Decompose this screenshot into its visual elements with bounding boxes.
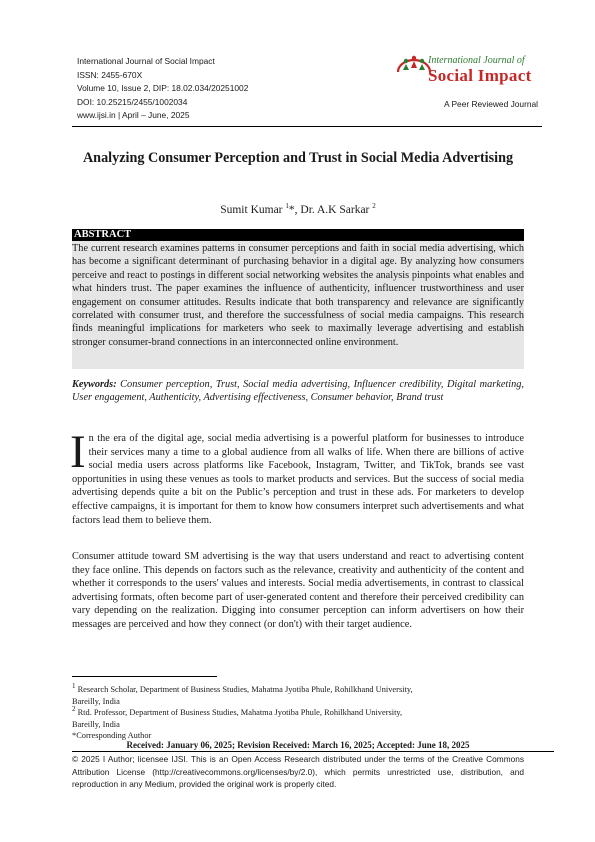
logo-title: Social Impact (428, 66, 532, 85)
license-text: © 2025 I Author; licensee IJSI. This is an Open Access Research distributed under the terms of the Creative Commons Attribution License (http://creativecommons.org/licenses/by/2.0), which permits unrestricted use, distribution, and reproduction in any Medium, provided the original work is properly cited. (72, 754, 524, 790)
journal-volume: Volume 10, Issue 2, DIP: 18.02.034/20251002 (77, 83, 249, 94)
author-1: Sumit Kumar (220, 204, 283, 216)
footnote-2-line-1: Rtd. Professor, Department of Business Studies, Mahatma Jyotiba Phule, Rohilkhand University, (75, 708, 403, 718)
peer-reviewed-label: A Peer Reviewed Journal (444, 99, 539, 109)
journal-header (77, 55, 377, 123)
keywords (72, 378, 524, 405)
intro-paragraph-1-text: n the era of the digital age, social media advertising is a powerful platform for businesses to introduce their services many a time to a global audience from all walks of life. When there are billions of active social media users across platforms like Facebook, Instagram, Twitter, and TikTok, brands see vast opportunities in using these venues as tools to market products and services. But the success of social media advertising depends quite a bit on the Public’s perception and trust in these ads. For marketers to develop effective campaigns, it is important for them to know how consumers interpret such advertisements and what factors lead them to believe them. (72, 433, 524, 526)
footnotes (72, 684, 524, 742)
author-1-affiliation-mark: 1 (285, 202, 289, 211)
footnote-1-line-1: Research Scholar, Department of Business Studies, Mahatma Jyotiba Phule, Rohilkhand University, (75, 685, 413, 694)
intro-paragraph-2: Consumer attitude toward SM advertising is the way that users understand and react to advertising content they face online. This depends on factors such as the relevance, creativity and authenticity of the content and whether it corresponds to the users' values and interests. Social media advertisements, in contrast to classical advertising formats, often become part of user-generated content and therefore their perceived credibility can vary depending on the realization. Digging into consumer perception can inform advertisers on how their messages are perceived and how they connect (or don't) with their target audience. (72, 551, 524, 630)
author-2: Dr. A.K Sarkar (300, 204, 370, 216)
footnote-2-line-2: Bareilly, India (72, 719, 120, 729)
received-dates: Received: January 06, 2025; Revision Received: March 16, 2025; Accepted: June 18, 2025 (126, 740, 470, 750)
footnote-divider (72, 676, 217, 677)
journal-name: International Journal of Social Impact (77, 56, 215, 66)
footnote-1-line-2: Bareilly, India (72, 696, 120, 706)
drop-cap: I (70, 426, 86, 478)
abstract-text: The current research examines patterns in consumer perceptions and faith in social media advertising, which has become a significant determinant of purchasing behavior in a digital age. By analyzing how consumers perceive and react to postings in different social networking websites the analysis pinpoints what enables and what hinders trust. The paper examines the influence of authenticity, influencer trustworthiness and user engagement on consumer attitudes. Results indicate that both transparency and relevance are significantly correlated with consumer trust, and therefore the successfulness of social media campaigns. This research finds meaningful implications for marketers who seek to maximally leverage advertising and establish stronger consumer-brand connections in an interconnected online environment. (72, 243, 524, 348)
paper-title: Analyzing Consumer Perception and Trust in Social Media Advertising (82, 150, 514, 166)
author-1-corresponding-mark: *, (288, 204, 301, 216)
keywords-list: Consumer perception, Trust, Social media advertising, Influencer credibility, Digital marketing, User engagement, Authenticity, Advertising effectiveness, Consumer behavior, Brand trust (72, 379, 524, 404)
footnote-1 (72, 684, 524, 696)
corresponding-author-note: *Corresponding Author (72, 731, 152, 741)
keywords-label: Keywords: (72, 379, 117, 390)
intro-paragraph-1 (70, 426, 524, 527)
logo-subtitle: International Journal of (428, 55, 525, 66)
footnote-1-mark: 1 (72, 682, 76, 691)
author-2-affiliation-mark: 2 (372, 202, 376, 211)
footnote-2 (72, 707, 524, 719)
authors (72, 204, 524, 216)
footnote-2-mark: 2 (72, 705, 76, 714)
journal-logo (394, 50, 554, 98)
journal-web: www.ijsi.in | April – June, 2025 (77, 110, 190, 121)
header-divider (72, 126, 542, 127)
footer-divider (72, 751, 554, 752)
journal-doi: DOI: 10.25215/2455/1002034 (77, 96, 188, 107)
abstract-heading: ABSTRACT (72, 229, 524, 241)
journal-issn: ISSN: 2455-670X (77, 69, 143, 80)
